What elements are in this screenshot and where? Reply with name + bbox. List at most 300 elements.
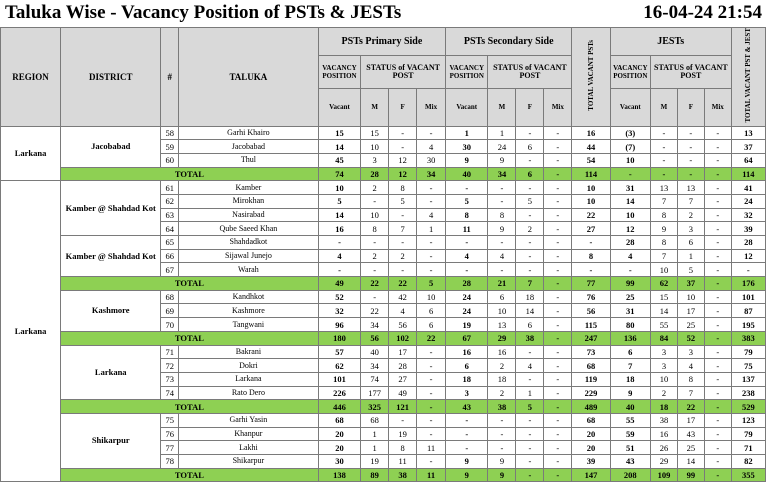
value-pv: 45 xyxy=(318,153,360,167)
value-tv: 119 xyxy=(572,372,610,386)
value-sm: 8 xyxy=(488,208,516,222)
value-jx: - xyxy=(704,290,731,304)
taluka-name: Nasirabad xyxy=(179,208,319,222)
value-tv: 115 xyxy=(572,318,610,332)
value-sx: - xyxy=(544,468,572,482)
value-jx: - xyxy=(704,126,731,140)
value-jx: - xyxy=(704,400,731,414)
value-jf: 8 xyxy=(677,372,704,386)
value-jm: 7 xyxy=(650,249,677,263)
row-number: 69 xyxy=(161,304,179,318)
value-jm: 2 xyxy=(650,386,677,400)
value-pv: 101 xyxy=(318,372,360,386)
value-jv: 10 xyxy=(610,208,650,222)
value-jm: - xyxy=(650,153,677,167)
value-pf: 56 xyxy=(389,318,417,332)
value-jx: - xyxy=(704,222,731,236)
value-sm: - xyxy=(488,427,516,441)
value-sf: - xyxy=(516,181,544,195)
value-tv: 68 xyxy=(572,359,610,373)
value-jm: 55 xyxy=(650,318,677,332)
value-pv: 57 xyxy=(318,345,360,359)
value-sx: - xyxy=(544,331,572,345)
value-sv: - xyxy=(446,413,488,427)
value-jx: - xyxy=(704,153,731,167)
value-tv: - xyxy=(572,236,610,250)
taluka-name: Mirokhan xyxy=(179,194,319,208)
value-px: 34 xyxy=(417,167,446,181)
value-tt: 195 xyxy=(731,318,765,332)
district-cell: Kamber @ Shahdad Kot xyxy=(61,181,161,236)
value-jf: 17 xyxy=(677,304,704,318)
taluka-name: Rato Dero xyxy=(179,386,319,400)
taluka-name: Shahdadkot xyxy=(179,236,319,250)
value-jm: 15 xyxy=(650,290,677,304)
value-pv: 4 xyxy=(318,249,360,263)
value-jm: - xyxy=(650,140,677,154)
value-jv: 55 xyxy=(610,413,650,427)
row-number: 77 xyxy=(161,441,179,455)
value-pm: 40 xyxy=(361,345,389,359)
row-number: 68 xyxy=(161,290,179,304)
value-jm: 26 xyxy=(650,441,677,455)
value-sv: 30 xyxy=(446,140,488,154)
total-row xyxy=(1,167,766,181)
value-pf: - xyxy=(389,126,417,140)
district-cell: Jacobabad xyxy=(61,126,161,167)
value-sv: 6 xyxy=(446,359,488,373)
value-jf: 1 xyxy=(677,249,704,263)
value-jf: - xyxy=(677,140,704,154)
header-status-vacant-post: STATUS of VACANT POST xyxy=(650,55,731,89)
value-jm: 18 xyxy=(650,400,677,414)
value-sf: 14 xyxy=(516,304,544,318)
value-sx: - xyxy=(544,181,572,195)
value-tt: 37 xyxy=(731,140,765,154)
value-jx: - xyxy=(704,455,731,469)
value-pf: 4 xyxy=(389,304,417,318)
value-px: - xyxy=(417,455,446,469)
value-px: 6 xyxy=(417,304,446,318)
title-bar xyxy=(0,0,768,27)
value-jx: - xyxy=(704,167,731,181)
value-sm: 29 xyxy=(488,331,516,345)
value-pm: 22 xyxy=(361,277,389,291)
value-sm: - xyxy=(488,413,516,427)
value-pm: 2 xyxy=(361,181,389,195)
value-tt: 101 xyxy=(731,290,765,304)
value-jm: 3 xyxy=(650,345,677,359)
value-px: - xyxy=(417,359,446,373)
value-jv: 31 xyxy=(610,181,650,195)
value-sm: - xyxy=(488,236,516,250)
value-pf: - xyxy=(389,236,417,250)
value-pv: 446 xyxy=(318,400,360,414)
value-pf: 2 xyxy=(389,249,417,263)
value-jx: - xyxy=(704,140,731,154)
value-px: - xyxy=(417,386,446,400)
value-tt: 238 xyxy=(731,386,765,400)
value-sv: - xyxy=(446,263,488,277)
value-pf: - xyxy=(389,413,417,427)
table-row xyxy=(1,236,766,250)
value-pv: 62 xyxy=(318,359,360,373)
taluka-name: Bakrani xyxy=(179,345,319,359)
value-pm: 15 xyxy=(361,126,389,140)
value-sm: 2 xyxy=(488,359,516,373)
value-sm: - xyxy=(488,441,516,455)
value-sx: - xyxy=(544,413,572,427)
value-jm: 9 xyxy=(650,222,677,236)
value-pm: 177 xyxy=(361,386,389,400)
value-pv: 32 xyxy=(318,304,360,318)
row-number: 78 xyxy=(161,455,179,469)
value-pm: 1 xyxy=(361,427,389,441)
vacancy-table xyxy=(0,27,766,482)
value-jx: - xyxy=(704,331,731,345)
value-sm: - xyxy=(488,263,516,277)
value-sx: - xyxy=(544,455,572,469)
value-pv: 226 xyxy=(318,386,360,400)
value-pf: - xyxy=(389,208,417,222)
value-sv: - xyxy=(446,181,488,195)
taluka-name: Tangwani xyxy=(179,318,319,332)
value-tv: 114 xyxy=(572,167,610,181)
value-jf: - xyxy=(677,126,704,140)
value-jm: 14 xyxy=(650,304,677,318)
value-jf: 43 xyxy=(677,427,704,441)
value-jx: - xyxy=(704,277,731,291)
value-tv: 16 xyxy=(572,126,610,140)
value-pv: - xyxy=(318,236,360,250)
row-number: 73 xyxy=(161,372,179,386)
value-jv: 80 xyxy=(610,318,650,332)
value-sm: 9 xyxy=(488,222,516,236)
value-jf: 10 xyxy=(677,290,704,304)
value-sx: - xyxy=(544,427,572,441)
value-jv: 9 xyxy=(610,386,650,400)
value-pm: 34 xyxy=(361,318,389,332)
value-tv: 10 xyxy=(572,194,610,208)
value-jv: 99 xyxy=(610,277,650,291)
row-number: 64 xyxy=(161,222,179,236)
value-pf: 49 xyxy=(389,386,417,400)
value-sf: 4 xyxy=(516,359,544,373)
value-sx: - xyxy=(544,345,572,359)
value-tt: 64 xyxy=(731,153,765,167)
value-px: - xyxy=(417,427,446,441)
value-pv: 96 xyxy=(318,318,360,332)
value-tt: 79 xyxy=(731,345,765,359)
taluka-name: Sijawal Junejo xyxy=(179,249,319,263)
value-pm: - xyxy=(361,263,389,277)
value-pv: 20 xyxy=(318,427,360,441)
value-sv: 43 xyxy=(446,400,488,414)
header-region: REGION xyxy=(1,28,61,127)
header-mix: Mix xyxy=(704,89,731,126)
value-tv: - xyxy=(572,263,610,277)
value-sf: - xyxy=(516,126,544,140)
value-sv: 11 xyxy=(446,222,488,236)
header-status-vacant-post: STATUS of VACANT POST xyxy=(361,55,446,89)
value-jx: - xyxy=(704,427,731,441)
value-jf: 22 xyxy=(677,400,704,414)
header-taluka: TALUKA xyxy=(179,28,319,127)
value-px: 4 xyxy=(417,208,446,222)
value-sf: - xyxy=(516,427,544,441)
value-sf: - xyxy=(516,208,544,222)
value-px: 22 xyxy=(417,331,446,345)
value-tt: 137 xyxy=(731,372,765,386)
header-total-vacant-pst-jest: TOTAL VACANT PST & JEST xyxy=(731,28,765,127)
value-sx: - xyxy=(544,126,572,140)
total-label: TOTAL xyxy=(61,468,319,482)
value-sm: 1 xyxy=(488,126,516,140)
value-jm: - xyxy=(650,126,677,140)
value-sx: - xyxy=(544,318,572,332)
row-number: 61 xyxy=(161,181,179,195)
value-jf: 13 xyxy=(677,181,704,195)
value-jv: 14 xyxy=(610,194,650,208)
value-px: - xyxy=(417,345,446,359)
value-pm: 10 xyxy=(361,140,389,154)
value-pv: 10 xyxy=(318,181,360,195)
value-tt: 383 xyxy=(731,331,765,345)
value-sx: - xyxy=(544,236,572,250)
value-tv: 229 xyxy=(572,386,610,400)
value-pv: 16 xyxy=(318,222,360,236)
taluka-name: Kashmore xyxy=(179,304,319,318)
value-sx: - xyxy=(544,249,572,263)
total-label: TOTAL xyxy=(61,167,319,181)
value-sf: 38 xyxy=(516,331,544,345)
value-sv: 9 xyxy=(446,468,488,482)
value-sm: 4 xyxy=(488,249,516,263)
header-total-vacant-psts: TOTAL VACANT PSTs xyxy=(572,28,610,127)
value-pf: 12 xyxy=(389,167,417,181)
value-pv: 68 xyxy=(318,413,360,427)
value-px: - xyxy=(417,126,446,140)
value-pf: 17 xyxy=(389,345,417,359)
value-jm: 3 xyxy=(650,359,677,373)
value-jm: 62 xyxy=(650,277,677,291)
value-pv: - xyxy=(318,263,360,277)
value-jv: 208 xyxy=(610,468,650,482)
value-px: 4 xyxy=(417,140,446,154)
value-pm: 10 xyxy=(361,208,389,222)
taluka-name: Larkana xyxy=(179,372,319,386)
value-pm: 22 xyxy=(361,304,389,318)
value-tt: 529 xyxy=(731,400,765,414)
header-district: DISTRICT xyxy=(61,28,161,127)
header-vacancy-position: VACANCY POSITION xyxy=(610,55,650,89)
value-sx: - xyxy=(544,400,572,414)
value-pm: 68 xyxy=(361,413,389,427)
value-pf: 11 xyxy=(389,455,417,469)
value-jm: 13 xyxy=(650,181,677,195)
value-sv: 28 xyxy=(446,277,488,291)
timestamp: 16-04-24 21:54 xyxy=(643,2,762,23)
value-sm: 21 xyxy=(488,277,516,291)
value-jm: 84 xyxy=(650,331,677,345)
value-jm: 8 xyxy=(650,236,677,250)
value-sx: - xyxy=(544,304,572,318)
value-px: 6 xyxy=(417,318,446,332)
value-pf: 8 xyxy=(389,181,417,195)
region-cell: Larkana xyxy=(1,126,61,181)
value-px: - xyxy=(417,194,446,208)
value-pf: 12 xyxy=(389,153,417,167)
row-number: 65 xyxy=(161,236,179,250)
value-tt: 71 xyxy=(731,441,765,455)
value-tt: 114 xyxy=(731,167,765,181)
value-sm: 6 xyxy=(488,290,516,304)
value-sx: - xyxy=(544,194,572,208)
table-row xyxy=(1,181,766,195)
value-pv: 14 xyxy=(318,140,360,154)
taluka-name: Qube Saeed Khan xyxy=(179,222,319,236)
value-jm: 10 xyxy=(650,263,677,277)
value-pm: 56 xyxy=(361,331,389,345)
value-pm: - xyxy=(361,236,389,250)
value-jv: 7 xyxy=(610,359,650,373)
value-sv: 3 xyxy=(446,386,488,400)
value-jf: 5 xyxy=(677,263,704,277)
district-cell: Shikarpur xyxy=(61,413,161,468)
value-jv: 59 xyxy=(610,427,650,441)
header-m: M xyxy=(488,89,516,126)
value-sv: 18 xyxy=(446,372,488,386)
value-jm: 10 xyxy=(650,372,677,386)
value-px: 11 xyxy=(417,468,446,482)
value-pm: 89 xyxy=(361,468,389,482)
value-tv: 20 xyxy=(572,441,610,455)
total-row xyxy=(1,331,766,345)
value-sm: 9 xyxy=(488,455,516,469)
header-vacancy-position: VACANCY POSITION xyxy=(318,55,360,89)
value-pm: 1 xyxy=(361,441,389,455)
value-pm: 3 xyxy=(361,153,389,167)
taluka-name: Jacobabad xyxy=(179,140,319,154)
row-number: 59 xyxy=(161,140,179,154)
value-pf: 38 xyxy=(389,468,417,482)
value-jv: 136 xyxy=(610,331,650,345)
total-row xyxy=(1,277,766,291)
value-px: - xyxy=(417,263,446,277)
header-jests: JESTs xyxy=(610,28,731,56)
value-tv: 68 xyxy=(572,413,610,427)
header-pst-primary: PSTs Primary Side xyxy=(318,28,445,56)
header-f: F xyxy=(389,89,417,126)
value-px: - xyxy=(417,413,446,427)
value-px: - xyxy=(417,181,446,195)
header-m: M xyxy=(361,89,389,126)
value-tv: 77 xyxy=(572,277,610,291)
value-sm: 16 xyxy=(488,345,516,359)
value-jf: 25 xyxy=(677,318,704,332)
value-sf: - xyxy=(516,153,544,167)
value-tv: 22 xyxy=(572,208,610,222)
value-pm: 325 xyxy=(361,400,389,414)
value-sv: 5 xyxy=(446,194,488,208)
value-pf: - xyxy=(389,263,417,277)
value-tt: 176 xyxy=(731,277,765,291)
value-jf: 14 xyxy=(677,455,704,469)
value-jm: 38 xyxy=(650,413,677,427)
value-jv: (7) xyxy=(610,140,650,154)
value-jf: 99 xyxy=(677,468,704,482)
value-sf: 2 xyxy=(516,222,544,236)
row-number: 74 xyxy=(161,386,179,400)
value-sf: 18 xyxy=(516,290,544,304)
value-pm: 2 xyxy=(361,249,389,263)
value-sv: - xyxy=(446,236,488,250)
district-cell: Larkana xyxy=(61,345,161,400)
taluka-name: Shikarpur xyxy=(179,455,319,469)
taluka-name: Kamber xyxy=(179,181,319,195)
value-jf: - xyxy=(677,167,704,181)
value-jx: - xyxy=(704,181,731,195)
value-jx: - xyxy=(704,236,731,250)
value-pv: 14 xyxy=(318,208,360,222)
value-jx: - xyxy=(704,263,731,277)
row-number: 72 xyxy=(161,359,179,373)
value-pf: 121 xyxy=(389,400,417,414)
taluka-name: Garhi Khairo xyxy=(179,126,319,140)
row-number: 58 xyxy=(161,126,179,140)
value-pv: 74 xyxy=(318,167,360,181)
row-number: 67 xyxy=(161,263,179,277)
header-mix: Mix xyxy=(544,89,572,126)
value-jf: 37 xyxy=(677,277,704,291)
value-jf: 4 xyxy=(677,359,704,373)
value-sf: - xyxy=(516,413,544,427)
header-f: F xyxy=(516,89,544,126)
value-jv: 43 xyxy=(610,455,650,469)
value-tt: 82 xyxy=(731,455,765,469)
value-sx: - xyxy=(544,153,572,167)
value-sv: 16 xyxy=(446,345,488,359)
value-sf: 5 xyxy=(516,194,544,208)
value-sv: 9 xyxy=(446,153,488,167)
value-jv: 10 xyxy=(610,153,650,167)
value-jx: - xyxy=(704,468,731,482)
value-jm: - xyxy=(650,167,677,181)
value-sx: - xyxy=(544,386,572,400)
value-sm: 18 xyxy=(488,372,516,386)
value-sf: 5 xyxy=(516,400,544,414)
table-row xyxy=(1,126,766,140)
value-jx: - xyxy=(704,372,731,386)
value-sm: 9 xyxy=(488,468,516,482)
value-sm: 13 xyxy=(488,318,516,332)
value-pf: 42 xyxy=(389,290,417,304)
value-sm: 34 xyxy=(488,167,516,181)
value-tt: 123 xyxy=(731,413,765,427)
row-number: 70 xyxy=(161,318,179,332)
value-pm: 28 xyxy=(361,167,389,181)
value-sf: - xyxy=(516,236,544,250)
value-pm: 19 xyxy=(361,455,389,469)
value-jf: 2 xyxy=(677,208,704,222)
value-jm: 8 xyxy=(650,208,677,222)
value-px: 11 xyxy=(417,441,446,455)
value-jf: - xyxy=(677,153,704,167)
header-m: M xyxy=(650,89,677,126)
value-sv: 1 xyxy=(446,126,488,140)
value-px: 10 xyxy=(417,290,446,304)
value-pv: 138 xyxy=(318,468,360,482)
